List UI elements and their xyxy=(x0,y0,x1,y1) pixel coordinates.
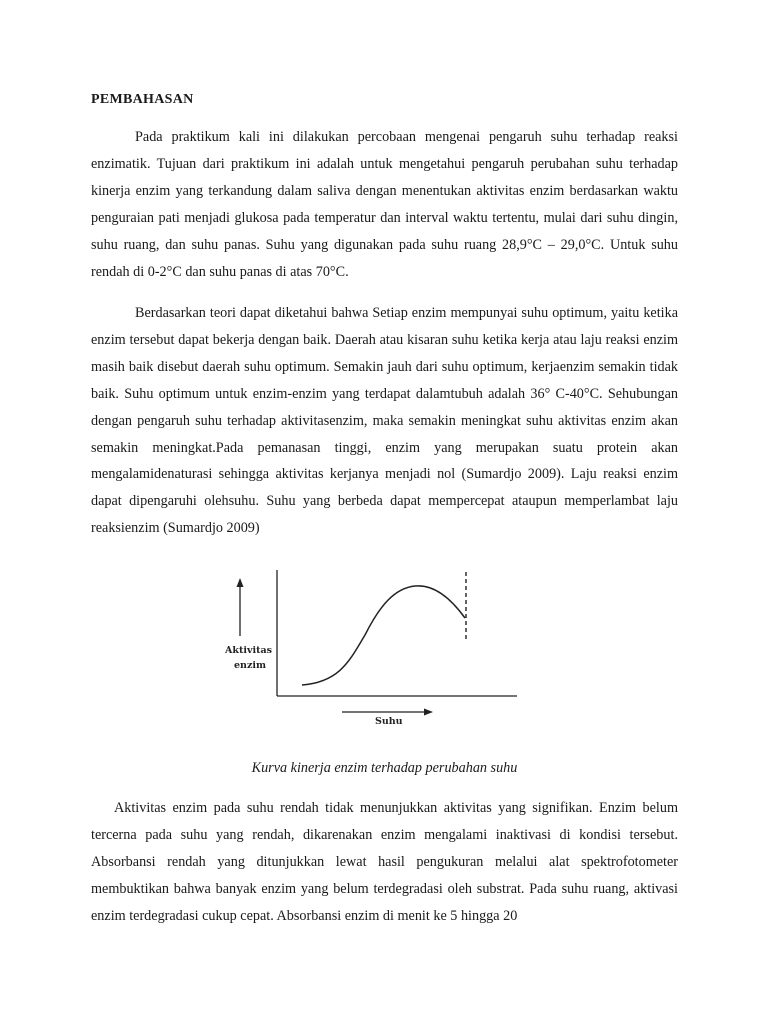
paragraph-2-text: Berdasarkan teori dapat diketahui bahwa Setiap enzim mempunyai suhu optimum, yaitu ketika enzim tersebut dapat bekerja dengan baik. Daerah atau kisaran suhu ketika kerja atau laju reaksi enzim masih baik disebut daerah suhu optimum. Semakin jauh dari suhu optimum, kerjaenzim semakin tidak baik. Suhu optimum untuk enzim-enzim yang terdapat dalamtubuh adalah 36° C-40°C. Sehubungan dengan pengaruh suhu terhadap aktivitasenzim, maka semakin meningkat suhu aktivitas enzim akan semakin meningkat.Pada pemanasan tinggi, enzim yang merupakan suatu protein akan mengalamidenaturasi sehingga aktivitas kerjanya menjadi nol (Sumardjo 2009). Laju reaksi enzim dapat dipengaruhi olehsuhu. Suhu yang berbeda dapat mempercepat ataupun memperlambat laju reaksienzim (Sumardjo 2009) xyxy=(91,305,678,537)
paragraph-1-text: Pada praktikum kali ini dilakukan percobaan mengenai pengaruh suhu terhadap reaksi enzimatik. Tujuan dari praktikum ini adalah untuk mengetahui pengaruh perubahan suhu terhadap kinerja enzim yang terkandung dalam saliva dengan menentukan aktivitas enzim berdasarkan waktu penguraian pati menjadi glukosa pada temperatur dan interval waktu tertentu, mulai dari suhu dingin, suhu ruang, dan suhu panas. Suhu yang digunakan pada suhu ruang 28,9°C – 29,0°C. Untuk suhu rendah di 0-2°C dan suhu panas di atas 70°C. xyxy=(91,129,678,280)
figure-caption: Kurva kinerja enzim terhadap perubahan suhu xyxy=(251,760,518,776)
y-arrow-head xyxy=(237,578,244,587)
paragraph-3 xyxy=(91,795,678,930)
y-label-line2: enzim xyxy=(234,660,267,671)
enzyme-activity-figure xyxy=(220,560,520,740)
section-heading: PEMBAHASAN xyxy=(91,92,194,107)
x-label: Suhu xyxy=(375,716,403,727)
paragraph-2 xyxy=(91,300,678,542)
paragraph-3-text: Aktivitas enzim pada suhu rendah tidak menunjukkan aktivitas yang signifikan. Enzim belum tercerna pada suhu yang rendah, dikarenakan enzim mengalami inaktivasi di kondisi tersebut. Absorbansi rendah yang ditunjukkan lewat hasil pengukuran melalui alat spektrofotometer membuktikan bahwa banyak enzim yang belum terdegradasi oleh substrat. Pada suhu ruang, aktivasi enzim terdegradasi cukup cepat. Absorbansi enzim di menit ke 5 hingga 20 xyxy=(91,800,678,924)
y-label-line1: Aktivitas xyxy=(225,645,272,656)
activity-curve xyxy=(302,586,465,685)
paragraph-1 xyxy=(91,124,678,285)
x-arrow-head xyxy=(424,709,433,716)
figure-svg xyxy=(220,560,520,740)
